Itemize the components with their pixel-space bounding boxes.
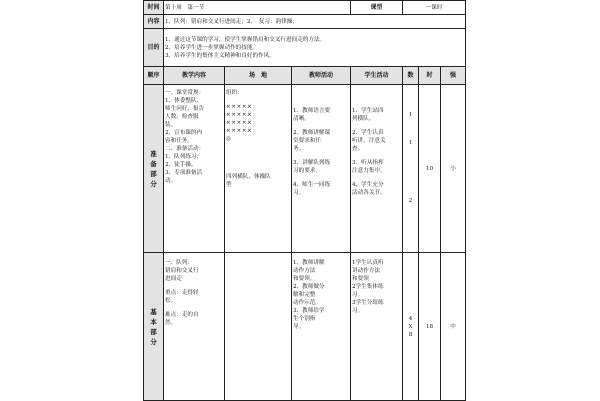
col-teacher: 教师活动	[292, 67, 351, 85]
goal-row	[144, 29, 466, 67]
basic-teacher-activity: 1、教师讲解 动作方法 和要领。 2、教师做分 解和完整 动作示范。 3、教师给学 生个别指 导。	[292, 253, 351, 401]
prep-intensity: 小	[441, 85, 466, 253]
goal-text	[164, 29, 466, 67]
prep-venue: 组织: ××××× ××××× ××××× ××××× ◎ 四列横队，体操队 型	[225, 85, 292, 253]
prep-student-activity: 1、学生站四 列横队。 2、学生认真 听讲，注意关 查。 3、听从指挥 注意力集中。 4、学生充分 活动各关节。	[351, 85, 403, 253]
col-time: 时	[419, 67, 441, 85]
prep-teaching-content: 一、课堂常规： 1、体委整队、 师生问好、报告 人数、检查服 装。 2、宣布课的内 容和任务。 二、准备活动： 1、队列练习； 2、徒手操。 3、专项准备活 动。	[164, 85, 225, 253]
prep-counts: 1 1 2	[403, 85, 419, 253]
col-intensity: 强	[441, 67, 466, 85]
formation-row: ×××××	[226, 128, 253, 134]
col-student: 学生活动	[351, 67, 403, 85]
basic-row	[144, 253, 466, 401]
col-venue: 场 地	[225, 67, 292, 85]
basic-venue	[225, 253, 292, 401]
lesson-plan-sheet	[143, 0, 465, 400]
col-count: 数	[403, 67, 419, 85]
prep-teacher-activity: 1、教师语言要 清晰。 2、教师讲解课 堂要求和任 务。 3、讲解队列练 习的要求。 4、师生一同练 习。	[292, 85, 351, 253]
type-value: 一课时	[403, 1, 466, 15]
goal-label: 目的	[144, 29, 164, 67]
prep-row	[144, 85, 466, 253]
basic-time: 18	[419, 253, 441, 401]
column-header-row	[144, 67, 466, 85]
time-label: 时间	[144, 1, 164, 15]
basic-counts: 4 X 8	[403, 253, 419, 401]
basic-teaching-content: 一、队列： 错肩和交叉行 进间走 重点：走得轻 松。 难点：走的自 然。	[164, 253, 225, 401]
formation-row: ×××××	[226, 112, 253, 118]
content-text: 1、队列：错肩和交叉行进间走；2、 复习：韵律操；	[164, 15, 466, 29]
header-row	[144, 1, 466, 15]
teacher-position-icon: ◎	[226, 136, 231, 142]
basic-student-activity: 1学生认真听 讲动作方法 和要领 2学生集体练 习。 3学生分组练 习。	[351, 253, 403, 401]
col-order: 顺序	[144, 67, 164, 85]
venue-title: 组织:	[226, 90, 240, 96]
goal-item: 2、培养学生进一步掌握动作的技能。	[165, 44, 259, 51]
formation-row: ×××××	[226, 104, 253, 110]
type-label: 课型	[351, 1, 403, 15]
time-value: 第十周 第一节	[164, 1, 351, 15]
goal-item: 1、通过这节课的学习，使学生掌握错肩和交叉行进间走的方法。	[165, 36, 326, 43]
venue-note: 四列横队，体操队	[226, 174, 271, 180]
formation-row: ×××××	[226, 120, 253, 126]
content-label: 内容	[144, 15, 164, 29]
lesson-plan-table	[143, 0, 466, 401]
goal-item: 3、培养学生的集体主义精神和良好的作风。	[165, 52, 275, 59]
basic-section-label: 基 本 部 分	[144, 253, 164, 401]
prep-section-label: 准 备 部 分	[144, 85, 164, 253]
col-teaching: 教学内容	[164, 67, 225, 85]
prep-time: 10	[419, 85, 441, 253]
basic-intensity: 中	[441, 253, 466, 401]
content-row	[144, 15, 466, 29]
